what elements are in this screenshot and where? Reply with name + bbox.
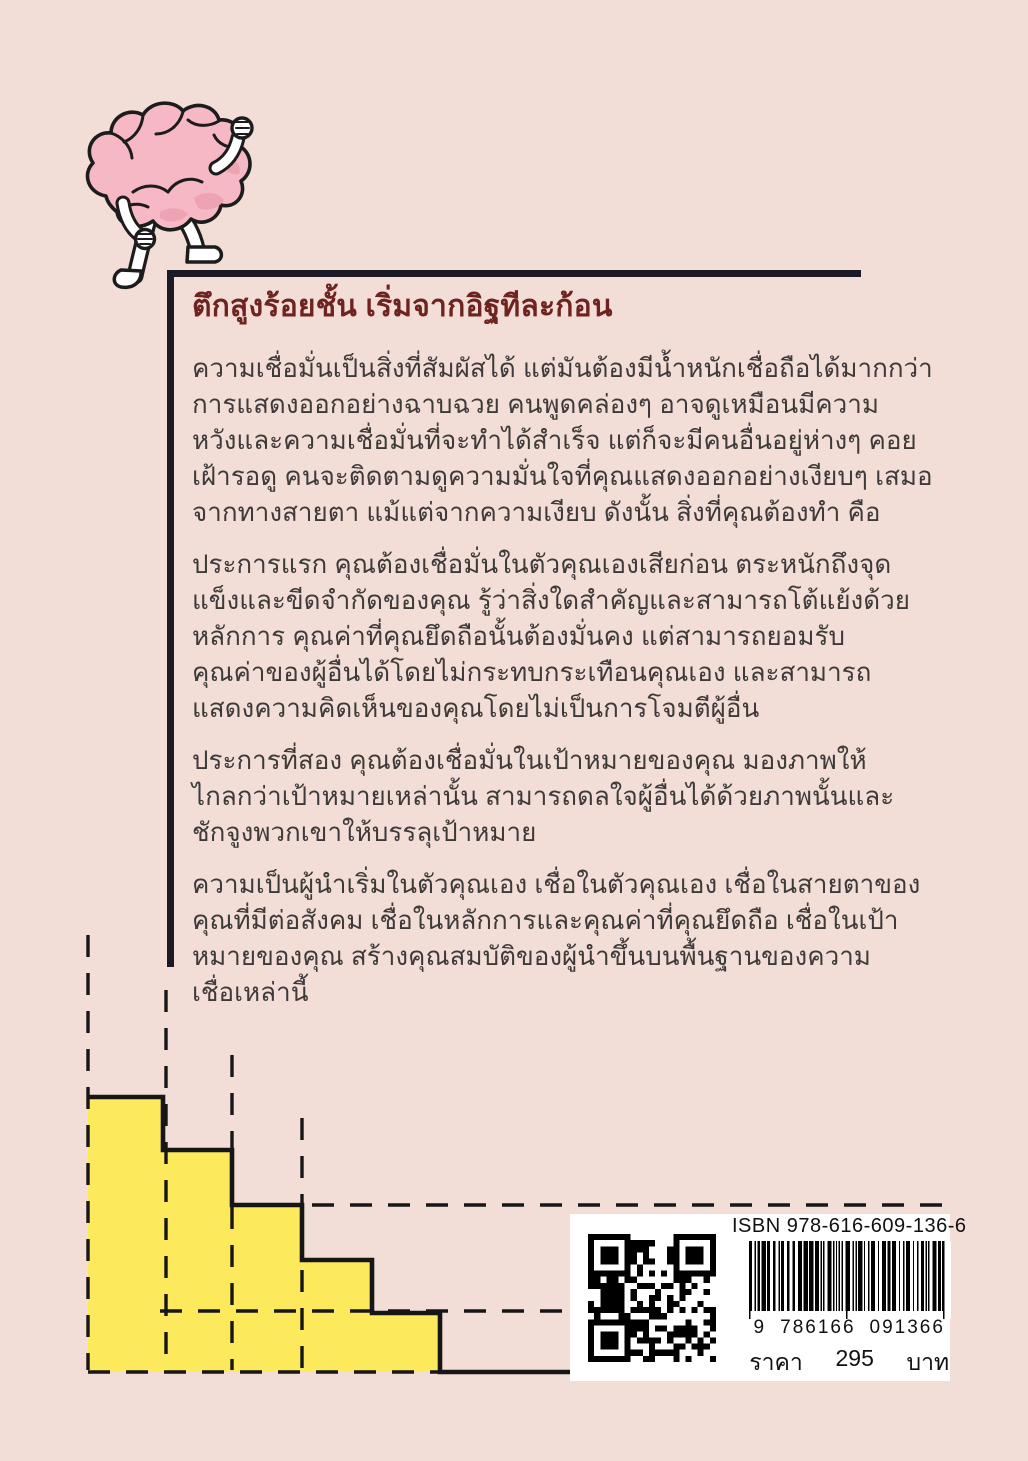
paragraph-line: ความเชื่อมั่นเป็นสิ่งที่สัมผัสได้ แต่มันต้องมีน้ำหนักเชื่อถือได้มากกว่า bbox=[192, 353, 933, 383]
barcode-digits bbox=[754, 1317, 945, 1339]
paragraph-line: ไกลกว่าเป้าหมายเหล่านั้น สามารถดลใจผู้อื่นได้ด้วยภาพนั้นและ bbox=[192, 781, 895, 811]
paragraph-line: แสดงความคิดเห็นของคุณโดยไม่เป็นการโจมตีผู้อื่น bbox=[192, 693, 760, 723]
price-value: 295 bbox=[835, 1344, 874, 1371]
barcode-digit-first: 9 bbox=[753, 1316, 767, 1338]
qr-code bbox=[576, 1222, 728, 1374]
paragraph-line: ประการที่สอง คุณต้องเชื่อมั่นในเป้าหมายของคุณ มองภาพให้ bbox=[192, 745, 867, 775]
paragraph bbox=[192, 546, 910, 726]
paragraph-line: แข็งและขีดจำกัดของคุณ รู้ว่าสิ่งใดสำคัญและสามารถโต้แย้งด้วย bbox=[192, 585, 910, 615]
paragraph-line: คุณที่มีต่อสังคม เชื่อในหลักการและคุณค่าที่คุณยึดถือ เชื่อในเป้า bbox=[192, 905, 899, 935]
paragraph-line: เชื่อเหล่านี้ bbox=[192, 977, 309, 1007]
isbn-label: ISBN 978-616-609-136-6 bbox=[732, 1214, 967, 1237]
text-frame-left-border bbox=[167, 270, 174, 967]
back-cover-title: ตึกสูงร้อยชั้น เริ่มจากอิฐทีละก้อน bbox=[192, 290, 613, 323]
barcode-digit-group1: 786166 bbox=[780, 1316, 856, 1338]
isbn-box bbox=[570, 1214, 967, 1381]
price-row bbox=[749, 1345, 949, 1381]
stairs-yellow-steps bbox=[88, 1097, 440, 1372]
paragraph-line: เฝ้ารอดู คนจะติดตามดูความมั่นใจที่คุณแสดงออกอย่างเงียบๆ เสมอ bbox=[192, 461, 933, 491]
paragraph-line: หวังและความเชื่อมั่นที่จะทำได้สำเร็จ แต่ก็จะมีคนอื่นอยู่ห่างๆ คอย bbox=[192, 425, 917, 455]
paragraph-line: คุณค่าของผู้อื่นได้โดยไม่กระทบกระเทือนคุณเอง และสามารถ bbox=[192, 657, 872, 687]
paragraph-line: จากทางสายตา แม้แต่จากความเงียบ ดังนั้น สิ่งที่คุณต้องทำ คือ bbox=[192, 497, 881, 527]
price-unit: บาท bbox=[906, 1348, 950, 1375]
paragraph-line: หลักการ คุณค่าที่คุณยึดถือนั้นต้องมั่นคง แต่สามารถยอมรับ bbox=[192, 621, 845, 651]
paragraph bbox=[192, 350, 933, 530]
paragraph-line: หมายของคุณ สร้างคุณสมบัติของผู้นำขึ้นบนพื้นฐานของความ bbox=[192, 941, 871, 971]
text-frame-top-border bbox=[167, 270, 861, 277]
paragraph-line: การแสดงออกอย่างฉาบฉวย คนพูดคล่องๆ อาจดูเหมือนมีความ bbox=[192, 389, 879, 419]
paragraph bbox=[192, 742, 895, 850]
paragraph-line: ความเป็นผู้นำเริ่มในตัวคุณเอง เชื่อในตัวคุณเอง เชื่อในสายตาของ bbox=[192, 869, 921, 899]
barcode-digit-group2: 091366 bbox=[869, 1316, 945, 1338]
brain-mascot-illustration bbox=[76, 100, 256, 296]
price-label: ราคา bbox=[749, 1348, 803, 1375]
paragraph-line: ชักจูงพวกเขาให้บรรลุเป้าหมาย bbox=[192, 817, 537, 847]
barcode bbox=[747, 1241, 951, 1319]
paragraph-line: ประการแรก คุณต้องเชื่อมั่นในตัวคุณเองเสียก่อน ตระหนักถึงจุด bbox=[192, 549, 892, 579]
